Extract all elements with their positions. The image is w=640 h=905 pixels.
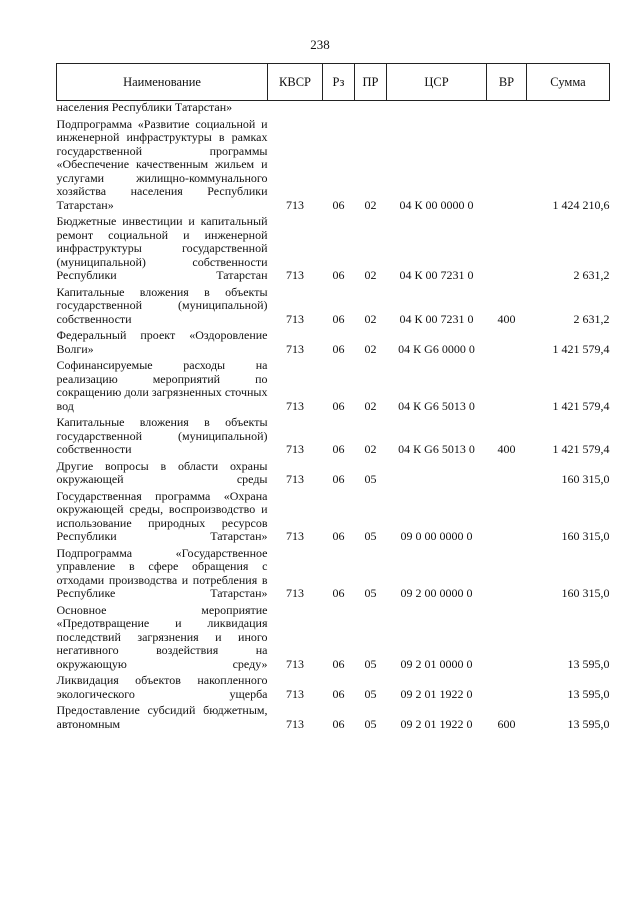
- header-rz: Рз: [323, 64, 355, 101]
- header-sum: Сумма: [527, 64, 610, 101]
- cell-pr: 02: [364, 398, 377, 413]
- cell-kvsr: 713: [286, 197, 304, 212]
- cell-pr: 02: [364, 268, 377, 282]
- cell-rz: 06: [332, 311, 345, 326]
- cell-pr: 02: [364, 311, 377, 326]
- cell-vr: [487, 329, 527, 359]
- cell-sum: 13 595,0: [567, 656, 610, 671]
- cell-csr: 04 К 00 7231 0: [399, 268, 474, 282]
- cell-kvsr: 713: [286, 716, 304, 731]
- cell-pr: 05: [364, 472, 377, 486]
- cell-vr: [487, 674, 527, 704]
- cell-sum: 160 315,0: [561, 586, 610, 600]
- cell-rz: 06: [332, 268, 345, 282]
- cell-kvsr: 713: [286, 442, 304, 456]
- cell-vr: [487, 215, 527, 286]
- cell-rz: 06: [332, 197, 345, 212]
- table-header-row: [57, 64, 610, 101]
- cell-rz: 06: [332, 529, 345, 543]
- cell-sum: 1 421 579,4: [552, 442, 610, 456]
- cell-name: Государственная программа «Охрана окружающей среды, воспроизводство и использование природных ресурсов Республики Татарстан»: [56, 488, 268, 543]
- cell-vr: [487, 359, 527, 416]
- cell-sum: 1 421 579,4: [552, 398, 610, 413]
- cell-rz: 06: [332, 472, 345, 486]
- header-vr: ВР: [487, 64, 527, 101]
- cell-name: Подпрограмма «Развитие социальной и инженерной инфраструктуры в рамках государственной программы «Обеспечение качественным жильем и услугами жилищно-коммунального хозяйства населения Республики Татарстан»: [56, 116, 268, 212]
- cell-kvsr: 713: [286, 341, 304, 356]
- cell-sum: 160 315,0: [561, 472, 610, 486]
- cell-csr: 09 2 01 1922 0: [400, 686, 473, 701]
- cell-rz: 06: [332, 686, 345, 701]
- cell-sum: 2 631,2: [573, 311, 610, 326]
- table-row: [57, 490, 610, 547]
- cell-csr: 04 К G6 5013 0: [398, 398, 475, 413]
- cell-sum: 13 595,0: [567, 686, 610, 701]
- cell-kvsr: 713: [286, 472, 304, 486]
- cell-kvsr: 713: [286, 398, 304, 413]
- cell-sum: 1 424 210,6: [552, 197, 610, 212]
- cell-name: Софинансируемые расходы на реализацию мероприятий по сокращению доли загрязненных сточных вод: [56, 358, 268, 413]
- cell-csr: 09 2 00 0000 0: [400, 586, 473, 600]
- cell-rz: 06: [332, 586, 345, 600]
- cell-name: Бюджетные инвестиции и капитальный ремонт социальной и инженерной инфраструктуры государственной (муниципальной) собственности Республики Татарстан: [56, 214, 268, 282]
- cell-csr: 09 0 00 0000 0: [400, 529, 473, 543]
- cell-rz: 06: [332, 442, 345, 456]
- table-row: [57, 704, 610, 734]
- cell-sum: 160 315,0: [561, 529, 610, 543]
- cell-vr: 600: [497, 716, 516, 731]
- cell-name: Федеральный проект «Оздоровление Волги»: [56, 328, 268, 356]
- cell-vr: [487, 460, 527, 490]
- page-number: 238: [310, 37, 330, 52]
- table-row: [57, 329, 610, 359]
- cell-name: Другие вопросы в области охраны окружающей среды: [56, 458, 268, 486]
- cell-vr: 400: [497, 311, 516, 326]
- cell-kvsr: 713: [286, 686, 304, 701]
- cell-vr: [487, 604, 527, 675]
- cell-vr: [487, 547, 527, 604]
- cell-sum: 2 631,2: [573, 268, 610, 282]
- cell-kvsr: 713: [286, 268, 304, 282]
- cell-kvsr: 713: [286, 311, 304, 326]
- table-row: [57, 674, 610, 704]
- cell-name: населения Республики Татарстан»: [56, 100, 233, 114]
- table-row: [57, 101, 610, 118]
- header-kvsr: КВСР: [268, 64, 323, 101]
- cell-csr: [387, 101, 487, 118]
- cell-pr: 05: [364, 586, 377, 600]
- cell-name: Предоставление субсидий бюджетным, автономным: [56, 703, 268, 731]
- cell-csr: 09 2 01 0000 0: [400, 656, 473, 671]
- table-row: [57, 286, 610, 330]
- cell-pr: 05: [364, 529, 377, 543]
- header-pr: ПР: [355, 64, 387, 101]
- cell-rz: [323, 101, 355, 118]
- table-row: [57, 118, 610, 216]
- cell-name: Основное мероприятие «Предотвращение и ликвидация последствий загрязнения и иного негативного воздействия на окружающую среду»: [56, 602, 268, 671]
- cell-sum: 1 421 579,4: [552, 341, 610, 356]
- header-csr: ЦСР: [387, 64, 487, 101]
- table-row: [57, 604, 610, 675]
- table-row: [57, 547, 610, 604]
- cell-rz: 06: [332, 716, 345, 731]
- cell-rz: 06: [332, 656, 345, 671]
- table-row: [57, 215, 610, 286]
- cell-pr: [355, 101, 387, 118]
- cell-kvsr: 713: [286, 529, 304, 543]
- cell-kvsr: [268, 101, 323, 118]
- cell-csr: 09 2 01 1922 0: [400, 716, 473, 731]
- cell-name: Ликвидация объектов накопленного экологического ущерба: [56, 673, 268, 701]
- cell-name: Капитальные вложения в объекты государственной (муниципальной) собственности: [56, 284, 268, 326]
- cell-kvsr: 713: [286, 656, 304, 671]
- cell-pr: 02: [364, 197, 377, 212]
- table-row: [57, 416, 610, 460]
- cell-pr: 05: [364, 656, 377, 671]
- cell-csr: [387, 460, 487, 490]
- table-row: [57, 359, 610, 416]
- cell-csr: 04 К G6 0000 0: [398, 341, 475, 356]
- cell-pr: 02: [364, 442, 377, 456]
- cell-sum: 13 595,0: [567, 716, 610, 731]
- cell-vr: 400: [497, 442, 516, 456]
- cell-csr: 04 К 00 0000 0: [399, 197, 474, 212]
- header-name: Наименование: [57, 64, 268, 101]
- cell-vr: [487, 490, 527, 547]
- cell-pr: 02: [364, 341, 377, 356]
- budget-table: [56, 63, 610, 734]
- cell-sum: [527, 101, 610, 118]
- cell-name: Капитальные вложения в объекты государственной (муниципальной) собственности: [56, 415, 268, 456]
- cell-csr: 04 К 00 7231 0: [399, 311, 474, 326]
- table-row: [57, 460, 610, 490]
- cell-pr: 05: [364, 716, 377, 731]
- cell-pr: 05: [364, 686, 377, 701]
- cell-rz: 06: [332, 341, 345, 356]
- cell-vr: [487, 101, 527, 118]
- cell-vr: [487, 118, 527, 216]
- cell-kvsr: 713: [286, 586, 304, 600]
- cell-name: Подпрограмма «Государственное управление в сфере обращения с отходами производства и потребления в Республике Татарстан»: [56, 545, 268, 600]
- cell-rz: 06: [332, 398, 345, 413]
- cell-csr: 04 К G6 5013 0: [398, 442, 475, 456]
